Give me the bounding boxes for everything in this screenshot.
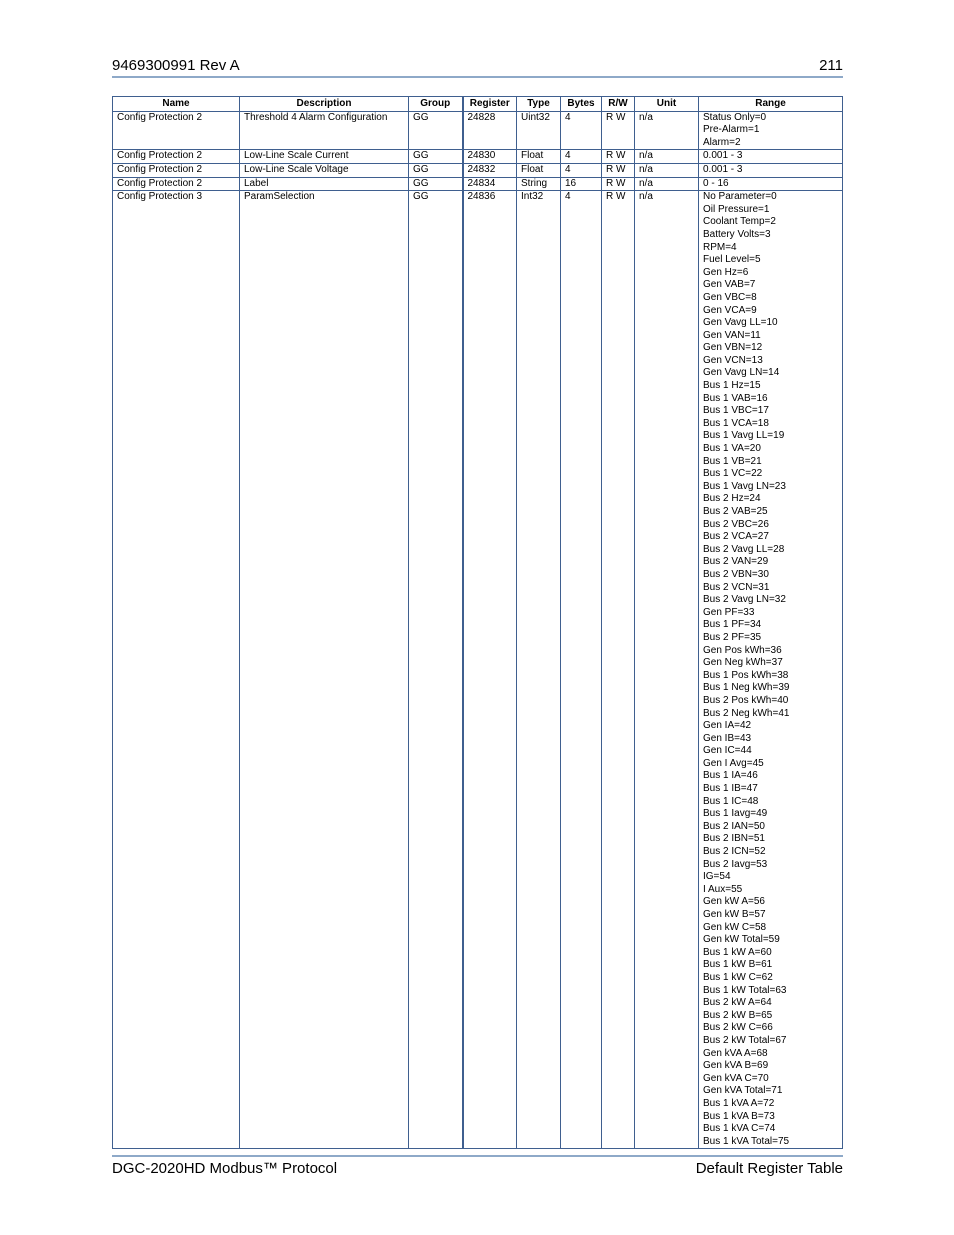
cell-group: GG [409,191,463,1149]
cell-range [699,150,843,164]
range-option: Gen VCN=13 [703,354,763,366]
cell-unit: n/a [635,191,699,1149]
range-option: Status Only=0 [703,111,767,123]
range-option: Bus 1 VC=22 [703,468,763,480]
page-footer [112,1160,843,1178]
range-option: Gen VBN=12 [703,342,763,354]
range-option: Gen Hz=6 [703,266,749,278]
range-option: Bus 2 VBN=30 [703,568,769,580]
cell-bytes: 16 [561,177,602,191]
range-option: Gen kVA C=70 [703,1072,769,1084]
cell-rw: R W [602,191,635,1149]
cell-name: Config Protection 2 [113,111,240,150]
cell-description: Label [240,177,409,191]
range-option: Bus 2 PF=35 [703,631,762,643]
cell-rw: R W [602,163,635,177]
range-option: 0.001 - 3 [703,163,743,175]
range-option: Bus 1 kVA B=73 [703,1110,775,1122]
range-option: Bus 2 IBN=51 [703,833,765,845]
cell-register: 24836 [463,191,517,1149]
range-option: Bus 2 VCN=31 [703,581,770,593]
range-option: Bus 1 kVA C=74 [703,1123,776,1135]
range-option: Bus 1 kVA A=72 [703,1097,775,1109]
range-option: Bus 2 kW C=66 [703,1022,773,1034]
range-option: I Aux=55 [703,883,743,895]
register-table [112,96,843,1149]
doc-number: 9469300991 Rev A [112,57,240,74]
range-option: Gen kW A=56 [703,896,765,908]
col-header-type: Type [517,97,561,112]
range-option: Bus 2 VCA=27 [703,531,769,543]
range-option: Bus 1 Vavg LN=23 [703,480,786,492]
cell-unit: n/a [635,150,699,164]
page-header [112,57,843,75]
range-option: Bus 1 VAB=16 [703,392,768,404]
cell-group: GG [409,163,463,177]
table-row [113,150,843,164]
cell-group: GG [409,177,463,191]
range-option: Bus 1 VBC=17 [703,405,769,417]
range-option: Bus 2 Iavg=53 [703,858,768,870]
col-header-group: Group [409,97,463,112]
cell-unit: n/a [635,111,699,150]
range-option: Gen kVA Total=71 [703,1085,783,1097]
cell-range [699,163,843,177]
page-number: 211 [819,57,843,74]
range-option: Pre-Alarm=1 [703,124,760,136]
range-option: Bus 1 Hz=15 [703,380,761,392]
footer-section: Default Register Table [695,1160,843,1177]
cell-description: ParamSelection [240,191,409,1149]
range-option: Gen IB=43 [703,732,752,744]
footer-rule [112,1155,843,1157]
cell-register: 24834 [463,177,517,191]
cell-bytes: 4 [561,163,602,177]
cell-type: Int32 [517,191,561,1149]
range-option: Gen PF=33 [703,606,755,618]
cell-range [699,111,843,150]
cell-type: String [517,177,561,191]
cell-description: Low-Line Scale Current [240,150,409,164]
col-header-description: Description [240,97,409,112]
cell-type: Float [517,163,561,177]
cell-name: Config Protection 3 [113,191,240,1149]
range-option: Gen Neg kWh=37 [703,657,783,669]
range-option: No Parameter=0 [703,191,777,203]
table-row [113,163,843,177]
range-option: Gen kVA A=68 [703,1047,768,1059]
table-header-row [113,97,843,112]
range-option: Fuel Level=5 [703,254,761,266]
range-option: Bus 1 Neg kWh=39 [703,682,790,694]
range-option: Oil Pressure=1 [703,203,770,215]
range-option: Bus 1 kW C=62 [703,971,773,983]
range-option: Bus 2 kW A=64 [703,997,772,1009]
range-option: Gen VAB=7 [703,279,756,291]
range-option: Bus 1 VB=21 [703,455,762,467]
range-option: Bus 1 kW B=61 [703,959,773,971]
range-option: Bus 2 VAN=29 [703,556,769,568]
range-option: Bus 1 VA=20 [703,443,761,455]
footer-title: DGC-2020HD Modbus™ Protocol [112,1160,338,1177]
range-option: Battery Volts=3 [703,228,771,240]
range-option: Bus 1 kW A=60 [703,946,772,958]
cell-name: Config Protection 2 [113,150,240,164]
range-option: Gen VCA=9 [703,304,757,316]
cell-description: Low-Line Scale Voltage [240,163,409,177]
cell-bytes: 4 [561,191,602,1149]
cell-name: Config Protection 2 [113,177,240,191]
cell-rw: R W [602,150,635,164]
range-option: Gen VBC=8 [703,291,757,303]
range-option: Gen kVA B=69 [703,1060,769,1072]
cell-group: GG [409,150,463,164]
range-option: Bus 1 VCA=18 [703,417,769,429]
cell-type: Float [517,150,561,164]
range-option: Bus 2 Pos kWh=40 [703,694,789,706]
range-option: Bus 2 kW B=65 [703,1009,773,1021]
cell-description: Threshold 4 Alarm Configuration [240,111,409,150]
range-option: Bus 1 PF=34 [703,619,762,631]
range-option: Bus 1 Iavg=49 [703,808,768,820]
cell-group: GG [409,111,463,150]
range-option: Bus 2 kW Total=67 [703,1034,787,1046]
col-header-bytes: Bytes [561,97,602,112]
range-option: Gen Vavg LL=10 [703,317,778,329]
col-header-range: Range [699,97,843,112]
range-option: Bus 2 VBC=26 [703,518,769,530]
cell-unit: n/a [635,163,699,177]
cell-name: Config Protection 2 [113,163,240,177]
col-header-unit: Unit [635,97,699,112]
range-option: Bus 1 kVA Total=75 [703,1135,790,1147]
range-option: Gen IA=42 [703,720,752,732]
range-option: IG=54 [703,871,731,883]
cell-rw: R W [602,177,635,191]
range-option: Gen kW Total=59 [703,934,780,946]
col-header-register: Register [463,97,517,112]
table-row [113,177,843,191]
range-option: Coolant Temp=2 [703,216,776,228]
cell-register: 24830 [463,150,517,164]
range-option: Gen Pos kWh=36 [703,644,782,656]
cell-register: 24832 [463,163,517,177]
range-option: Gen Vavg LN=14 [703,367,780,379]
cell-bytes: 4 [561,150,602,164]
cell-unit: n/a [635,177,699,191]
col-header-name: Name [113,97,240,112]
cell-bytes: 4 [561,111,602,150]
cell-rw: R W [602,111,635,150]
range-option: Bus 2 Vavg LL=28 [703,543,785,555]
range-option: Gen kW B=57 [703,909,766,920]
range-option: Gen VAN=11 [703,329,761,341]
range-option: Bus 1 IA=46 [703,770,758,782]
col-header-rw: R/W [602,97,635,112]
cell-range [699,191,843,1149]
range-option: Gen I Avg=45 [703,757,764,769]
table-row [113,191,843,1149]
range-option: Bus 2 VAB=25 [703,506,768,517]
range-option: Gen kW C=58 [703,921,767,933]
range-option: Bus 2 Vavg LN=32 [703,594,786,606]
cell-range [699,177,843,191]
range-option: Bus 1 Pos kWh=38 [703,669,789,681]
range-option: Alarm=2 [703,136,741,148]
range-option: Gen IC=44 [703,745,752,757]
range-option: Bus 1 Vavg LL=19 [703,430,785,442]
range-option: 0.001 - 3 [703,150,743,162]
range-option: Bus 1 IB=47 [703,783,758,795]
range-option: Bus 1 IC=48 [703,795,759,807]
table-row [113,111,843,150]
cell-type: Uint32 [517,111,561,150]
header-rule [112,76,843,78]
range-option: Bus 2 ICN=52 [703,846,766,858]
range-option: RPM=4 [703,241,737,253]
cell-register: 24828 [463,111,517,150]
range-option: 0 - 16 [703,177,729,189]
range-option: Bus 2 Hz=24 [703,493,761,505]
range-option: Bus 2 Neg kWh=41 [703,707,790,719]
range-option: Bus 1 kW Total=63 [703,984,787,996]
range-option: Bus 2 IAN=50 [703,820,765,832]
